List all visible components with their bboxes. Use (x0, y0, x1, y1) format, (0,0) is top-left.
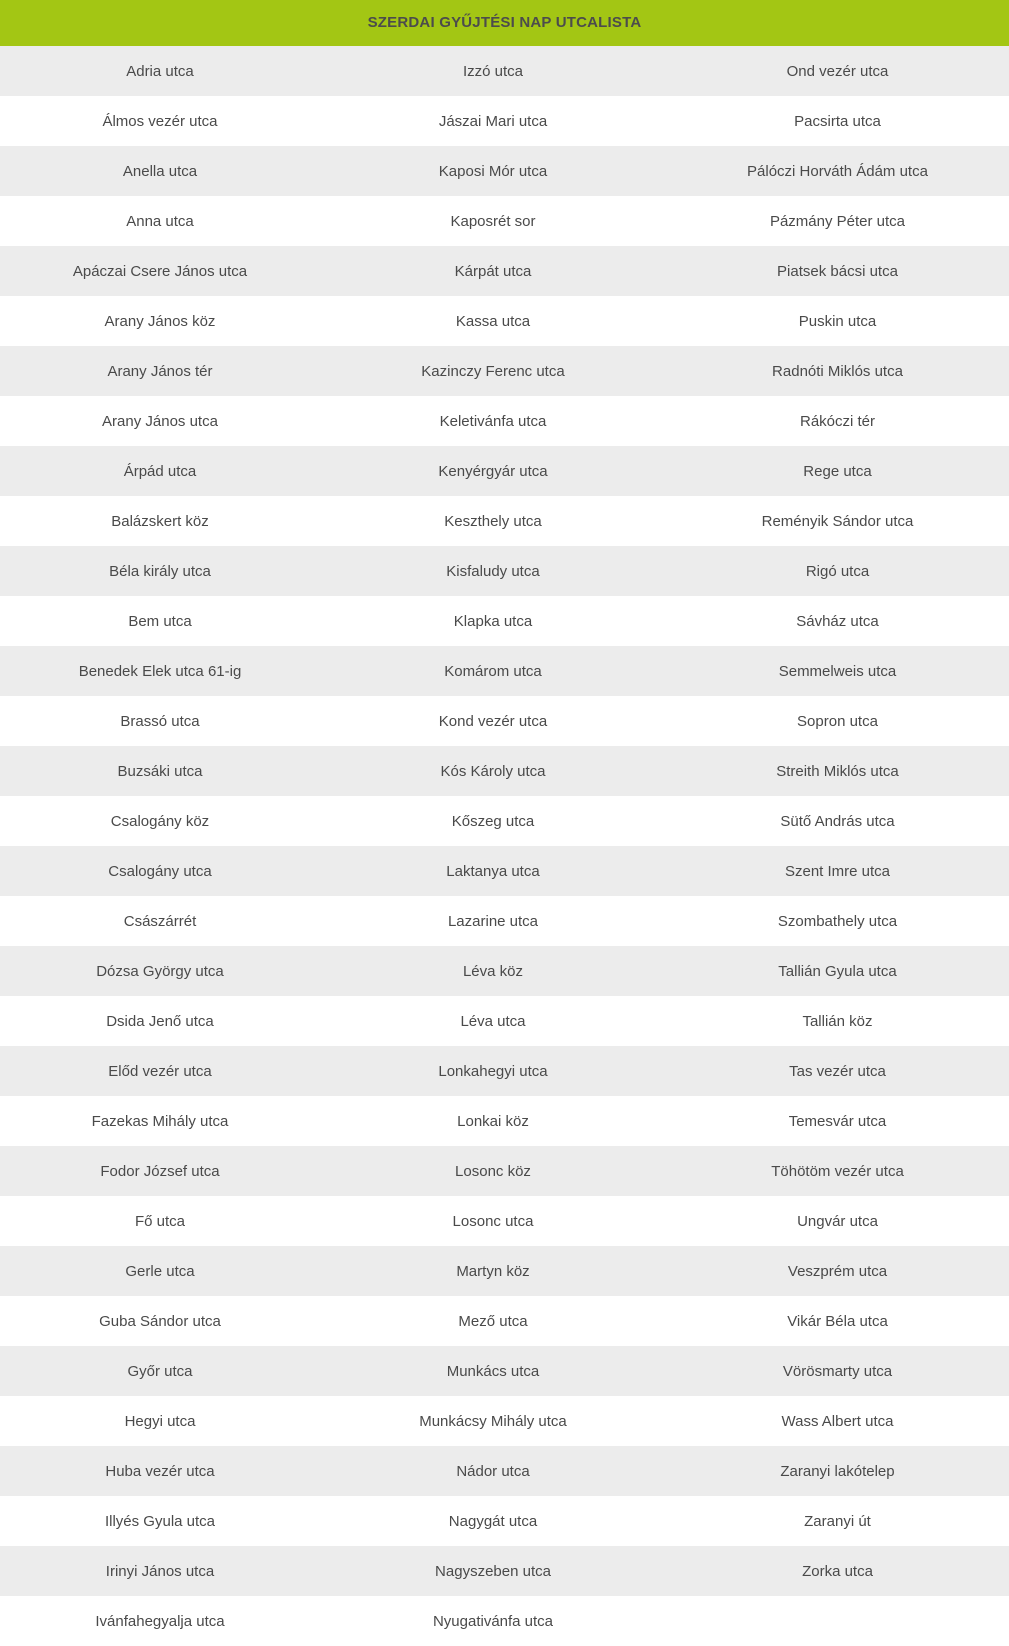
street-name-cell: Radnóti Miklós utca (772, 362, 903, 380)
table-title: SZERDAI GYŰJTÉSI NAP UTCALISTA (0, 0, 1009, 46)
street-name-cell: Csalogány utca (108, 862, 212, 880)
street-name-cell: Dózsa György utca (96, 962, 224, 980)
table-row (0, 1246, 1009, 1296)
table-row (0, 446, 1009, 496)
street-name-cell: Komárom utca (444, 662, 542, 680)
table-row (0, 1096, 1009, 1146)
street-name-cell: Apáczai Csere János utca (72, 262, 248, 280)
table-row (0, 1596, 1009, 1646)
street-name-cell: Irinyi János utca (105, 1562, 215, 1580)
street-name-cell: Bem utca (128, 612, 192, 630)
street-name-cell: Előd vezér utca (108, 1062, 212, 1080)
street-name-cell: Ond vezér utca (786, 62, 889, 80)
street-name-cell: Munkács utca (446, 1362, 540, 1380)
table-body (0, 46, 1009, 1646)
street-name-cell: Huba vezér utca (105, 1462, 215, 1480)
street-name-cell: Anna utca (126, 212, 194, 230)
street-name-cell: Sütő András utca (780, 812, 895, 830)
street-name-cell: Kőszeg utca (451, 812, 535, 830)
table-row (0, 596, 1009, 646)
table-row (0, 1146, 1009, 1196)
street-name-cell: Arany János utca (102, 412, 218, 430)
table-row (0, 1046, 1009, 1096)
street-name-cell: Fodor József utca (100, 1162, 220, 1180)
table-row (0, 1446, 1009, 1496)
table-row (0, 896, 1009, 946)
table-row (0, 796, 1009, 846)
street-name-cell: Tas vezér utca (789, 1062, 886, 1080)
street-name-cell: Keletivánfa utca (439, 412, 547, 430)
street-name-cell: Pacsirta utca (794, 112, 881, 130)
street-name-cell: Buzsáki utca (117, 762, 203, 780)
table-row (0, 96, 1009, 146)
street-name-cell: Laktanya utca (446, 862, 540, 880)
table-row (0, 696, 1009, 746)
street-name-cell: Szombathely utca (777, 912, 898, 930)
table-row (0, 1196, 1009, 1246)
street-name-cell: Tallián köz (802, 1012, 873, 1030)
table-row (0, 146, 1009, 196)
table-row (0, 196, 1009, 246)
street-name-cell: Arany János tér (107, 362, 213, 380)
street-name-cell: Pázmány Péter utca (769, 212, 906, 230)
street-name-cell: Vörösmarty utca (782, 1362, 893, 1380)
street-name-cell: Klapka utca (453, 612, 533, 630)
street-name-cell: Lonkahegyi utca (438, 1062, 548, 1080)
street-name-cell: Streith Miklós utca (776, 762, 899, 780)
street-name-cell: Fő utca (134, 1212, 186, 1230)
table-row (0, 296, 1009, 346)
table-row (0, 846, 1009, 896)
street-name-cell: Pálóczi Horváth Ádám utca (747, 162, 928, 180)
street-name-cell: Losonc köz (455, 1162, 531, 1180)
street-name-cell: Benedek Elek utca 61-ig (78, 662, 242, 680)
street-name-cell: Semmelweis utca (778, 662, 897, 680)
street-name-cell: Mező utca (458, 1312, 528, 1330)
street-name-cell: Győr utca (127, 1362, 193, 1380)
street-name-cell: Béla király utca (109, 562, 211, 580)
street-name-cell: Kós Károly utca (440, 762, 546, 780)
street-name-cell: Kazinczy Ferenc utca (421, 362, 565, 380)
table-row (0, 246, 1009, 296)
street-name-cell: Kaposrét sor (450, 212, 536, 230)
street-name-cell: Dsida Jenő utca (106, 1012, 214, 1030)
street-name-cell: Ungvár utca (797, 1212, 878, 1230)
street-name-cell: Jászai Mari utca (438, 112, 548, 130)
street-name-cell: Piatsek bácsi utca (777, 262, 898, 280)
street-name-cell: Árpád utca (123, 462, 197, 480)
street-name-cell: Zorka utca (802, 1562, 873, 1580)
street-name-cell: Rákóczi tér (799, 412, 876, 430)
street-name-cell: Reményik Sándor utca (761, 512, 914, 530)
street-name-cell: Nádor utca (456, 1462, 530, 1480)
street-name-cell: Arany János köz (104, 312, 216, 330)
street-name-cell: Császárrét (123, 912, 197, 930)
street-name-cell: Léva utca (460, 1012, 526, 1030)
table-row (0, 1396, 1009, 1446)
street-name-cell: Sávház utca (796, 612, 879, 630)
street-name-cell: Szent Imre utca (784, 862, 891, 880)
table-row (0, 646, 1009, 696)
street-name-cell: Zaranyi lakótelep (780, 1462, 895, 1480)
table-row (0, 546, 1009, 596)
table-row (0, 996, 1009, 1046)
table-row (0, 1296, 1009, 1346)
street-name-cell: Keszthely utca (444, 512, 542, 530)
street-name-cell: Veszprém utca (787, 1262, 888, 1280)
street-name-cell: Tallián Gyula utca (778, 962, 897, 980)
table-row (0, 946, 1009, 996)
street-name-cell: Sopron utca (797, 712, 878, 730)
street-name-cell: Töhötöm vezér utca (771, 1162, 904, 1180)
street-name-cell: Adria utca (126, 62, 194, 80)
street-name-cell: Kond vezér utca (438, 712, 548, 730)
street-name-cell: Léva köz (462, 962, 524, 980)
street-name-cell: Kaposi Mór utca (438, 162, 548, 180)
street-name-cell: Álmos vezér utca (102, 112, 218, 130)
street-name-cell: Kenyérgyár utca (438, 462, 548, 480)
street-name-cell: Nyugativánfa utca (432, 1612, 554, 1630)
street-name-cell: Temesvár utca (788, 1112, 887, 1130)
table-row (0, 396, 1009, 446)
street-name-cell: Rigó utca (805, 562, 870, 580)
street-name-cell: Kisfaludy utca (446, 562, 540, 580)
street-name-cell: Puskin utca (798, 312, 877, 330)
table-row (0, 746, 1009, 796)
street-name-cell: Ivánfahegyalja utca (95, 1612, 225, 1630)
street-name-cell: Hegyi utca (124, 1412, 196, 1430)
street-name-cell: Guba Sándor utca (99, 1312, 221, 1330)
street-name-cell: Losonc utca (452, 1212, 534, 1230)
street-name-cell: Csalogány köz (110, 812, 210, 830)
street-name-cell: Gerle utca (125, 1262, 195, 1280)
street-name-cell: Illyés Gyula utca (104, 1512, 216, 1530)
table-row (0, 1346, 1009, 1396)
street-name-cell: Nagyszeben utca (435, 1562, 551, 1580)
table-row (0, 1546, 1009, 1596)
street-name-cell: Nagygát utca (448, 1512, 538, 1530)
table-row (0, 346, 1009, 396)
street-name-cell: Zaranyi út (804, 1512, 871, 1530)
street-name-cell: Rege utca (803, 462, 872, 480)
street-name-cell: Brassó utca (120, 712, 200, 730)
street-name-cell: Martyn köz (456, 1262, 530, 1280)
table-row (0, 46, 1009, 96)
street-name-cell: Kárpát utca (454, 262, 532, 280)
street-name-cell: Lonkai köz (457, 1112, 529, 1130)
street-name-cell: Kassa utca (455, 312, 531, 330)
table-row (0, 1496, 1009, 1546)
street-name-cell: Balázskert köz (111, 512, 209, 530)
street-name-cell: Fazekas Mihály utca (91, 1112, 229, 1130)
street-name-cell: Lazarine utca (447, 912, 539, 930)
street-name-cell: Anella utca (122, 162, 198, 180)
street-name-cell: Izzó utca (462, 62, 524, 80)
street-name-cell: Munkácsy Mihály utca (419, 1412, 567, 1430)
street-name-cell: Wass Albert utca (781, 1412, 894, 1430)
street-name-cell: Vikár Béla utca (787, 1312, 888, 1330)
table-row (0, 496, 1009, 546)
